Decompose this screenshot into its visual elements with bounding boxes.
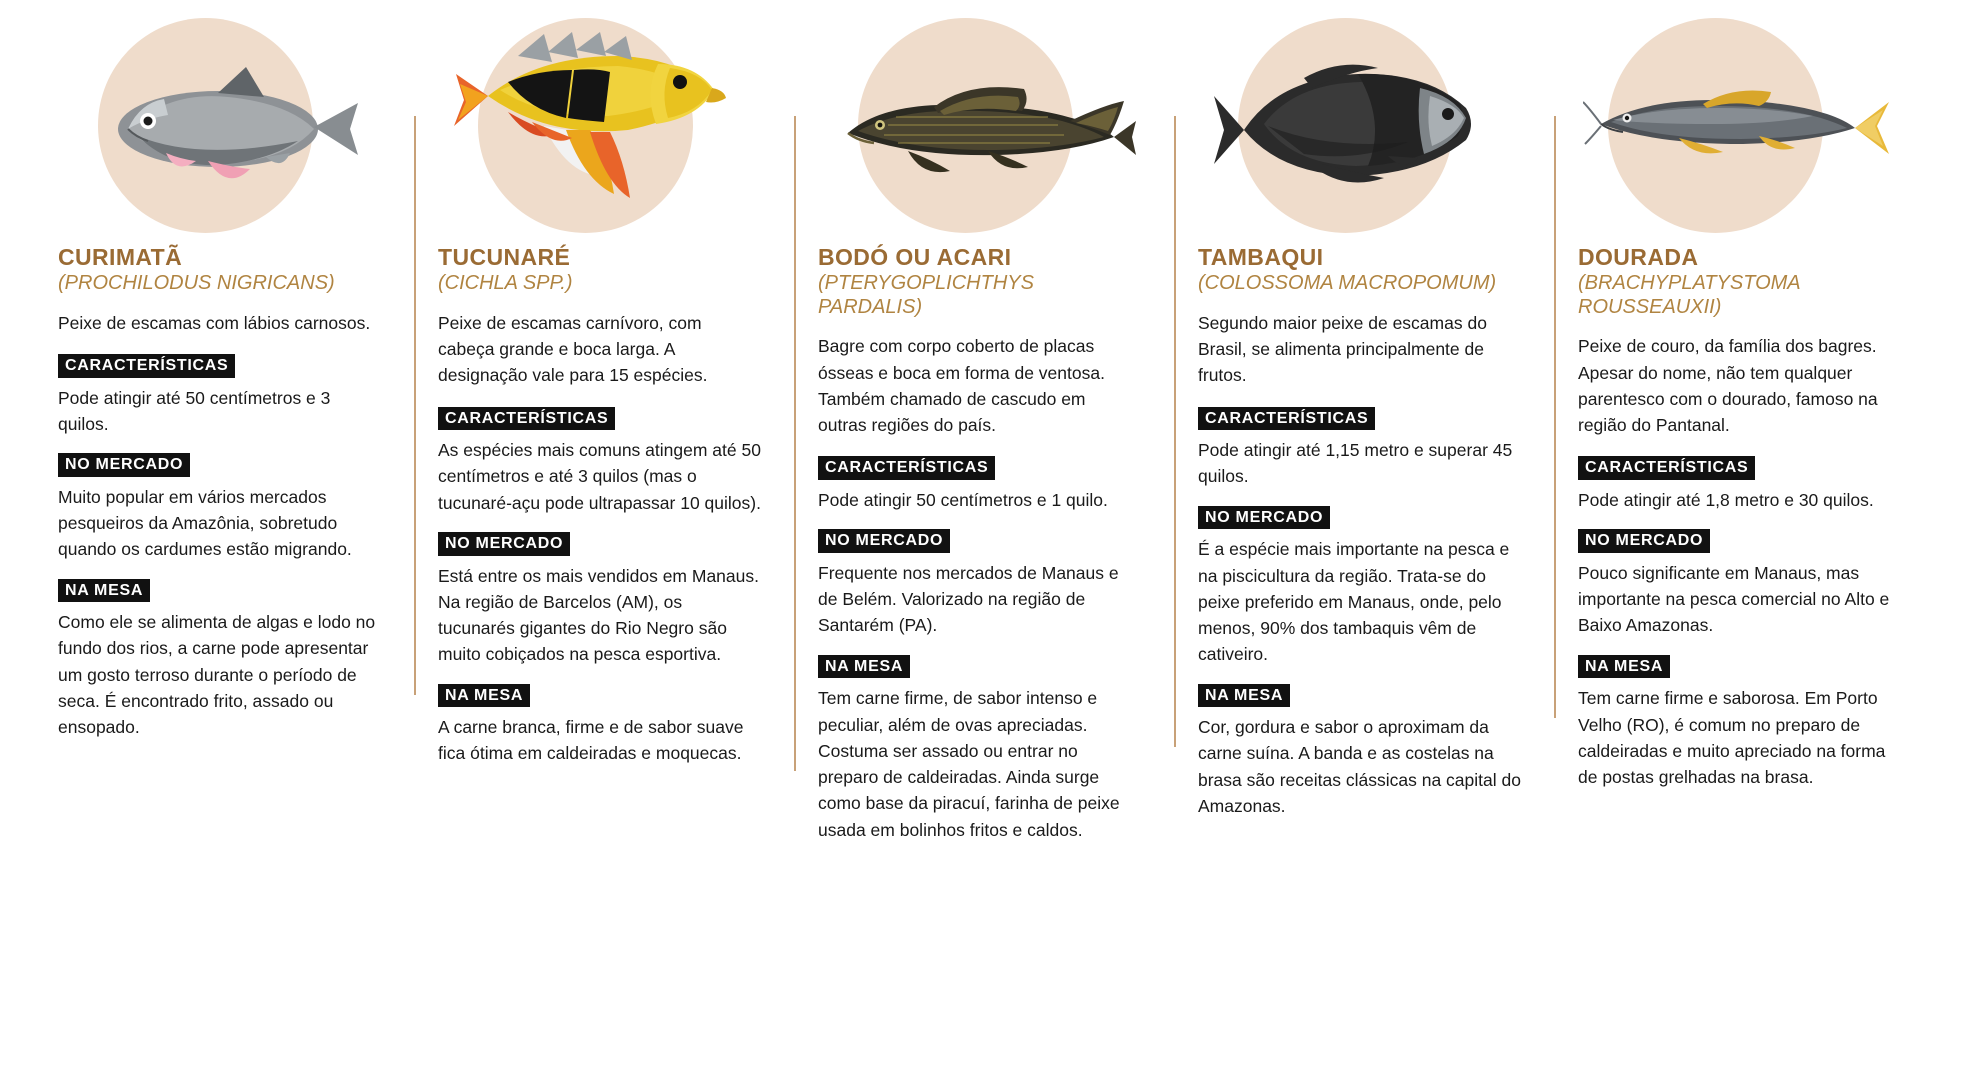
section-caracteristicas [1578, 456, 1874, 513]
section-heading-caracteristicas: CARACTERÍSTICAS [58, 354, 235, 378]
tucunare-fish-illustration [448, 26, 748, 226]
tambaqui-illustration-wrap [1198, 18, 1518, 233]
section-heading-no-mercado: NO MERCADO [1198, 506, 1330, 530]
fish-card-bodo [800, 18, 1180, 859]
section-text-na-mesa: Tem carne firme e saborosa. Em Porto Velho (RO), é comum no preparo de caldeiradas e muito apreciado na forma de postas grelhadas na brasa. [1578, 688, 1886, 788]
fish-intro: Bagre com corpo coberto de placas ósseas e boca em forma de ventosa. Também chamado de cascudo em outras regiões do país. [818, 336, 1105, 436]
section-caracteristicas [1198, 407, 1522, 490]
fish-intro: Peixe de couro, da família dos bagres. Apesar do nome, não tem qualquer parentesco com o dourado, famoso na região do Pantanal. [1578, 336, 1878, 436]
section-text-na-mesa: A carne branca, firme e de sabor suave fica ótima em caldeiradas e moquecas. [438, 717, 744, 764]
fish-intro: Peixe de escamas com lábios carnosos. [58, 312, 371, 333]
curimata-fish-illustration [68, 41, 368, 211]
fish-scientific-name: (BRACHYPLATYSTOMA ROUSSEAUXII) [1578, 272, 1800, 318]
section-caracteristicas [58, 354, 382, 437]
section-text-na-mesa: Tem carne firme, de sabor intenso e peculiar, além de ovas apreciadas. Costuma ser assado ou entrar no preparo de caldeiradas. Ainda surge como base da piracuí, farinha de peixe usada em bolinhos fritos e caldos. [818, 688, 1120, 840]
dourada-illustration-wrap [1578, 18, 1898, 233]
bodo-fish-illustration [818, 41, 1138, 211]
section-heading-caracteristicas: CARACTERÍSTICAS [1578, 456, 1755, 480]
section-caracteristicas [818, 456, 1108, 513]
fish-name: TUCUNARÉ [438, 244, 571, 270]
tucunare-illustration-wrap [438, 18, 758, 233]
section-text-no-mercado: Frequente nos mercados de Manaus e de Belém. Valorizado na região de Santarém (PA). [818, 562, 1119, 636]
section-no-mercado [818, 529, 1142, 638]
section-heading-caracteristicas: CARACTERÍSTICAS [818, 456, 995, 480]
fish-card-curimata [40, 18, 420, 756]
section-text-na-mesa: Cor, gordura e sabor o aproximam da carne suína. A banda e as costelas na brasa são receitas clássicas na capital do Amazonas. [1198, 717, 1521, 816]
section-no-mercado [438, 532, 762, 668]
section-no-mercado [1198, 506, 1522, 668]
section-text-caracteristicas: Pode atingir até 50 centímetros e 3 quilos. [58, 387, 331, 434]
fish-name: DOURADA [1578, 244, 1699, 270]
section-heading-na-mesa: NA MESA [818, 655, 910, 679]
section-na-mesa [438, 684, 762, 767]
fish-scientific-name: (COLOSSOMA MACROPOMUM) [1198, 272, 1497, 295]
section-text-no-mercado: É a espécie mais importante na pesca e na piscicultura da região. Trata-se do peixe preferido em Manaus, onde, pelo menos, 90% dos tambaquis vêm de cativeiro. [1198, 539, 1510, 665]
section-no-mercado [58, 453, 382, 562]
section-heading-no-mercado: NO MERCADO [818, 529, 950, 553]
section-heading-caracteristicas: CARACTERÍSTICAS [438, 407, 615, 431]
section-text-caracteristicas: Pode atingir até 1,15 metro e superar 45 quilos. [1198, 440, 1513, 487]
fish-card-tucunare [420, 18, 800, 783]
section-na-mesa [1198, 684, 1522, 820]
section-heading-no-mercado: NO MERCADO [58, 453, 190, 477]
section-text-no-mercado: Pouco significante em Manaus, mas importante na pesca comercial no Alto e Baixo Amazonas. [1578, 562, 1890, 636]
curimata-illustration-wrap [58, 18, 378, 233]
fish-name: CURIMATÃ [58, 244, 183, 270]
section-na-mesa [1578, 655, 1902, 791]
section-text-caracteristicas: As espécies mais comuns atingem até 50 centímetros e até 3 quilos (mas o tucunaré-açu pode ultrapassar 10 quilos). [438, 440, 761, 513]
section-caracteristicas [438, 407, 762, 516]
section-no-mercado [1578, 529, 1902, 638]
section-na-mesa [58, 579, 382, 741]
section-heading-caracteristicas: CARACTERÍSTICAS [1198, 407, 1375, 431]
fish-card-tambaqui [1180, 18, 1560, 835]
section-heading-na-mesa: NA MESA [1578, 655, 1670, 679]
section-heading-na-mesa: NA MESA [58, 579, 150, 603]
fish-intro: Peixe de escamas carnívoro, com cabeça grande e boca larga. A designação vale para 15 espécies. [438, 312, 708, 386]
fish-name: TAMBAQUI [1198, 244, 1324, 270]
section-heading-no-mercado: NO MERCADO [438, 532, 570, 556]
fish-scientific-name: (PTERYGOPLICHTHYS PARDALIS) [818, 272, 1034, 318]
fish-card-dourada [1560, 18, 1940, 806]
tambaqui-fish-illustration [1208, 38, 1508, 213]
section-heading-na-mesa: NA MESA [1198, 684, 1290, 708]
section-na-mesa [818, 655, 1142, 843]
fish-name: BODÓ OU ACARI [818, 244, 1012, 270]
section-text-na-mesa: Como ele se alimenta de algas e lodo no fundo dos rios, a carne pode apresentar um gosto terroso durante o período de seca. É encontrado frito, assado ou ensopado. [58, 612, 376, 738]
dourada-fish-illustration [1583, 46, 1893, 206]
section-heading-no-mercado: NO MERCADO [1578, 529, 1710, 553]
fish-scientific-name: (CICHLA SPP.) [438, 272, 573, 295]
section-text-caracteristicas: Pode atingir 50 centímetros e 1 quilo. [818, 490, 1108, 511]
section-text-no-mercado: Muito popular em vários mercados pesqueiros da Amazônia, sobretudo quando os cardumes estão migrando. [58, 486, 352, 560]
section-text-no-mercado: Está entre os mais vendidos em Manaus. Na região de Barcelos (AM), os tucunarés gigantes do Rio Negro são muito cobiçados na pesca esportiva. [438, 565, 759, 665]
bodo-illustration-wrap [818, 18, 1138, 233]
section-text-caracteristicas: Pode atingir até 1,8 metro e 30 quilos. [1578, 490, 1874, 511]
section-heading-na-mesa: NA MESA [438, 684, 530, 708]
fish-scientific-name: (PROCHILODUS NIGRICANS) [58, 272, 335, 295]
fish-intro: Segundo maior peixe de escamas do Brasil, se alimenta principalmente de frutos. [1198, 312, 1487, 386]
